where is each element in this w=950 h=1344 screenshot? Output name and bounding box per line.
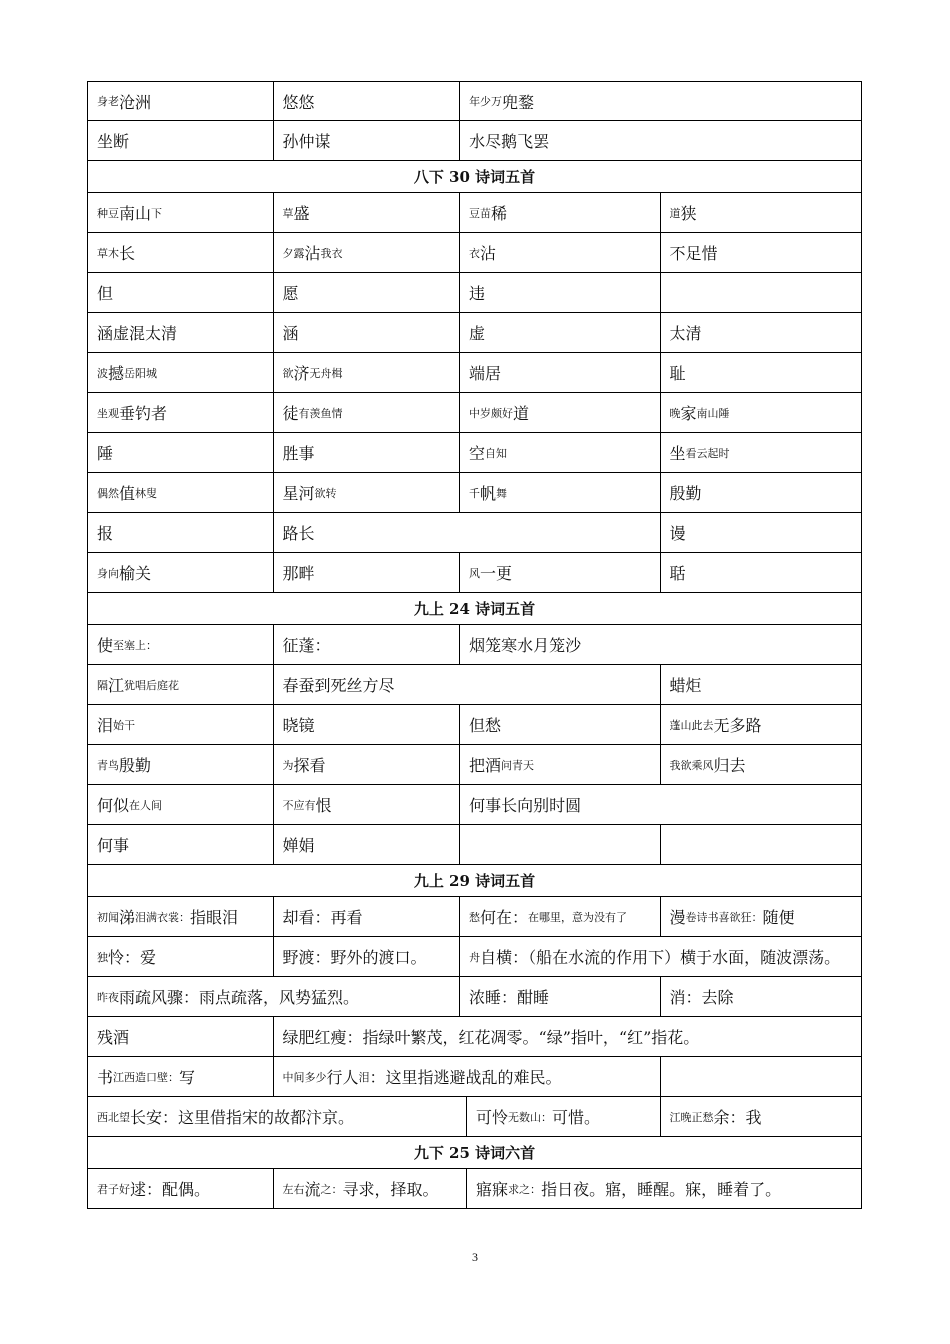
table-cell <box>460 273 660 312</box>
cell-term-text: 涵虚混太清 <box>97 324 178 343</box>
table-cell <box>460 233 660 272</box>
cell-context-text: 西北望 <box>97 1110 130 1124</box>
table-cell <box>88 473 274 512</box>
table-cell <box>274 1057 661 1096</box>
table-cell <box>274 313 461 352</box>
cell-term-text: 蜡炬 <box>669 676 702 695</box>
cell-context-text: 独 <box>97 950 108 964</box>
cell-term-text: 不足惜 <box>669 244 718 263</box>
cell-term-text: 寻求，择取。 <box>342 1180 439 1199</box>
cell-term-text: 余：我 <box>713 1108 762 1127</box>
table-row <box>87 553 862 593</box>
cell-term-text: 指日夜。寤，睡醒。寐，睡着了。 <box>541 1180 782 1199</box>
cell-context-text: 波 <box>97 366 108 380</box>
cell-context-text: 草木 <box>97 246 119 260</box>
table-cell <box>88 937 274 976</box>
cell-context-text: 身老 <box>97 95 119 108</box>
cell-context-text: 卷诗书喜欲狂： <box>685 910 763 924</box>
table-row <box>87 1017 862 1057</box>
table-cell <box>88 121 274 160</box>
table-row <box>87 785 862 825</box>
table-cell <box>661 553 861 592</box>
table-cell <box>661 313 861 352</box>
cell-term-text: 探看 <box>293 756 326 775</box>
table-cell <box>661 745 861 784</box>
cell-term-text: 指眼泪 <box>190 908 239 927</box>
cell-term-text: 胜事 <box>282 444 315 463</box>
cell-context-text: 欲 <box>282 366 294 380</box>
cell-term-text: 报 <box>97 524 114 543</box>
cell-context-text: 身向 <box>97 566 119 580</box>
table-cell <box>661 353 861 392</box>
cell-context-text: 始干 <box>113 718 136 732</box>
cell-term-text: 垂钓者 <box>119 404 168 423</box>
cell-term-text: 把酒 <box>469 756 502 775</box>
table-cell <box>460 393 660 432</box>
table-cell <box>88 825 274 864</box>
table-cell <box>88 705 274 744</box>
table-cell <box>88 977 460 1016</box>
cell-term-text: 虚 <box>469 324 486 343</box>
table-cell <box>88 1097 467 1136</box>
cell-term-text: 流 <box>304 1180 321 1199</box>
cell-context-text: 左右 <box>282 1182 305 1196</box>
cell-context-text: 泪满衣裳： <box>135 910 191 924</box>
table-cell <box>88 553 274 592</box>
cell-term-text: 可怜 <box>476 1108 509 1127</box>
table-row <box>87 193 862 233</box>
table-cell <box>460 705 660 744</box>
cell-term-text: 泪 <box>97 716 114 735</box>
table-cell <box>274 705 461 744</box>
table-row <box>87 1097 862 1137</box>
cell-term-text: 那畔 <box>282 564 315 583</box>
table-cell <box>460 825 660 864</box>
table-cell <box>274 233 461 272</box>
table-cell <box>88 897 274 936</box>
cell-term-text: 春蚕到死丝方尽 <box>282 676 395 695</box>
cell-context-text: 偶然 <box>97 486 119 500</box>
cell-term-text: 浓睡：酣睡 <box>469 988 550 1007</box>
table-row <box>87 393 862 433</box>
cell-context-text: 泪 <box>358 1070 370 1084</box>
cell-context-text: 在哪里，意为没有了 <box>528 910 628 924</box>
cell-term-text: 何事 <box>97 836 130 855</box>
cell-context-text: 初闻 <box>97 910 119 924</box>
cell-context-text: 蓬山此去 <box>669 718 714 732</box>
table-cell <box>661 825 861 864</box>
cell-context-text: 我欲乘风 <box>669 758 714 772</box>
table-cell <box>274 625 461 664</box>
cell-context-text: 下 <box>151 206 163 220</box>
cell-context-text: 坐观 <box>97 406 119 420</box>
table-cell <box>460 82 861 120</box>
table-cell <box>460 193 660 232</box>
cell-term-text: 值 <box>119 484 136 503</box>
table-cell <box>661 193 861 232</box>
cell-term-text: 陲 <box>97 444 114 463</box>
table-cell <box>661 233 861 272</box>
cell-context-text: 之： <box>320 1182 343 1196</box>
cell-term-text: 坐 <box>669 444 686 463</box>
cell-term-text: 恨 <box>315 796 332 815</box>
table-row <box>87 353 862 393</box>
cell-term-text: 太清 <box>669 324 702 343</box>
table-cell <box>661 513 861 552</box>
table-cell <box>661 1057 861 1096</box>
table-cell <box>661 897 861 936</box>
table-cell <box>460 785 861 824</box>
cell-context-text: 豆苗 <box>469 206 492 220</box>
table-cell <box>88 193 274 232</box>
table-cell <box>88 1057 274 1096</box>
cell-context-text: 求之： <box>508 1182 542 1196</box>
cell-context-text: 千 <box>469 486 481 500</box>
table-row <box>87 825 862 865</box>
cell-term-text: 沧洲 <box>119 92 152 112</box>
table-cell <box>274 353 461 392</box>
table-cell <box>460 313 660 352</box>
cell-context-text: 君子好 <box>97 1182 130 1196</box>
cell-term-text: 残酒 <box>97 1028 130 1047</box>
table-row <box>87 313 862 353</box>
table-cell <box>467 1097 661 1136</box>
cell-term-text: 涵 <box>282 324 299 343</box>
table-cell <box>88 625 274 664</box>
cell-term-text: 何事长向别时圆 <box>469 796 582 815</box>
cell-term-text: 雨疏风骤：雨点疏落，风势猛烈。 <box>119 988 360 1007</box>
cell-term-text: 沾 <box>304 244 321 263</box>
cell-context-text: 不应有 <box>282 798 316 812</box>
cell-context-text: 舟 <box>469 950 481 964</box>
cell-term-text: 违 <box>469 284 486 303</box>
table-cell <box>460 121 861 160</box>
table-cell <box>460 353 660 392</box>
table-cell <box>661 393 861 432</box>
cell-term-text: 野渡：野外的渡口。 <box>282 948 427 967</box>
cell-term-text: 无多路 <box>713 716 762 735</box>
table-cell <box>274 897 461 936</box>
cell-context-text: 愁 <box>469 910 481 924</box>
table-cell <box>88 513 274 552</box>
cell-term-text: 空 <box>469 444 486 463</box>
cell-term-text: 殷勤 <box>119 756 152 775</box>
cell-term-text: 榆关 <box>119 564 152 583</box>
cell-term-text: 悠悠 <box>282 92 315 112</box>
cell-context-text: 种豆 <box>97 206 119 220</box>
cell-term-text: 书 <box>97 1068 114 1087</box>
table-cell <box>274 433 461 472</box>
cell-term-text: 但愁 <box>469 716 502 735</box>
table-cell <box>460 937 861 976</box>
cell-context-text: 问青天 <box>501 758 535 772</box>
table-cell <box>88 353 274 392</box>
cell-term-text: 端居 <box>469 364 502 383</box>
table-cell <box>274 553 461 592</box>
cell-term-text: 长 <box>119 244 136 263</box>
cell-context-text: 有羡鱼情 <box>298 406 343 420</box>
section-heading: 九下 25 诗词六首 <box>87 1137 862 1169</box>
table-cell <box>274 745 461 784</box>
cell-term-text: 盛 <box>293 204 310 223</box>
cell-term-text: 帆 <box>480 484 497 503</box>
table-cell <box>460 977 661 1016</box>
cell-term-text: 一更 <box>480 564 513 583</box>
cell-term-text: 征蓬： <box>282 636 331 655</box>
table-cell <box>88 393 274 432</box>
cell-term-text: 谩 <box>669 524 686 543</box>
table-cell <box>460 745 660 784</box>
table-cell <box>460 553 660 592</box>
cell-context-text: 欲转 <box>314 486 337 500</box>
cell-term-text: 长安：这里借指宋的故都汴京。 <box>130 1108 355 1127</box>
table-cell <box>274 825 461 864</box>
table-cell <box>88 313 274 352</box>
table-cell <box>88 273 274 312</box>
cell-term-text: 徒 <box>282 404 299 423</box>
table-cell <box>274 513 661 552</box>
cell-term-text: 写 <box>179 1068 196 1087</box>
cell-term-text: 涕 <box>119 908 136 927</box>
table-cell <box>274 393 461 432</box>
table-cell <box>661 473 861 512</box>
table-row <box>87 937 862 977</box>
table-cell <box>460 897 660 936</box>
cell-context-text: 岳阳城 <box>124 366 158 380</box>
cell-term-text: 漫 <box>669 908 686 927</box>
cell-context-text: 中岁颇好 <box>469 406 514 420</box>
cell-term-text: 逑：配偶。 <box>130 1180 211 1199</box>
cell-context-text: 自知 <box>485 446 508 460</box>
table-cell <box>274 1169 468 1208</box>
cell-term-text: 可惜。 <box>552 1108 601 1127</box>
cell-term-text: 殷勤 <box>669 484 702 503</box>
table-row <box>87 977 862 1017</box>
table-row <box>87 625 862 665</box>
table-cell <box>88 1017 274 1056</box>
cell-context-text: 昨夜 <box>97 990 119 1004</box>
cell-term-text: 何似 <box>97 796 130 815</box>
cell-term-text: 但 <box>97 284 114 303</box>
table-cell <box>661 705 861 744</box>
cell-context-text: 晚 <box>669 406 681 420</box>
cell-term-text: ：这里指逃避战乱的难民。 <box>369 1068 562 1087</box>
cell-context-text: 隔 <box>97 678 108 692</box>
table-cell <box>88 433 274 472</box>
table-cell <box>661 433 861 472</box>
cell-context-text: 江晚正愁 <box>669 1110 714 1124</box>
cell-term-text: 归去 <box>713 756 746 775</box>
table-cell <box>88 745 274 784</box>
cell-term-text: 星河 <box>282 484 315 503</box>
table-cell <box>88 1169 274 1208</box>
cell-context-text: 南山陲 <box>696 406 730 420</box>
cell-term-text: 道 <box>513 404 530 423</box>
table-cell <box>88 785 274 824</box>
cell-term-text: 济 <box>293 364 310 383</box>
cell-term-text: 随便 <box>762 908 795 927</box>
vocabulary-table <box>87 81 862 1209</box>
cell-term-text: 沾 <box>480 244 497 263</box>
cell-context-text: 舞 <box>496 486 508 500</box>
cell-term-text: 怜：爱 <box>108 948 157 967</box>
table-cell <box>274 273 461 312</box>
cell-context-text: 中间多少 <box>282 1070 327 1084</box>
table-cell <box>460 625 861 664</box>
cell-context-text: 江西造口壁： <box>113 1070 180 1084</box>
table-cell <box>460 473 660 512</box>
cell-term-text: 却看：再看 <box>282 908 363 927</box>
cell-term-text: 婵娟 <box>282 836 315 855</box>
cell-context-text: 我衣 <box>320 246 343 260</box>
cell-term-text: 耻 <box>669 364 686 383</box>
table-row <box>87 233 862 273</box>
table-row <box>87 1057 862 1097</box>
cell-context-text: 林叟 <box>135 486 158 500</box>
table-row <box>87 705 862 745</box>
table-cell <box>88 82 274 120</box>
cell-context-text: 道 <box>669 206 681 220</box>
cell-context-text: 夕露 <box>282 246 305 260</box>
table-cell <box>274 665 661 704</box>
table-row <box>87 665 862 705</box>
cell-term-text: 愿 <box>282 284 299 303</box>
table-row <box>87 513 862 553</box>
cell-context-text: 犹唱后庭花 <box>124 678 180 692</box>
table-row <box>87 1169 862 1209</box>
table-row <box>87 273 862 313</box>
table-cell <box>661 977 861 1016</box>
section-heading: 八下 30 诗词五首 <box>87 161 862 193</box>
table-cell <box>274 193 461 232</box>
table-row <box>87 121 862 161</box>
cell-term-text: 寤寐 <box>476 1180 509 1199</box>
cell-context-text: 无舟楫 <box>309 366 343 380</box>
table-cell <box>274 937 461 976</box>
section-heading: 九上 24 诗词五首 <box>87 593 862 625</box>
cell-term-text: 行人 <box>326 1068 359 1087</box>
table-row <box>87 897 862 937</box>
table-row <box>87 745 862 785</box>
table-cell <box>274 785 461 824</box>
cell-term-text: 撼 <box>108 364 125 383</box>
table-cell <box>274 121 461 160</box>
table-cell <box>467 1169 861 1208</box>
cell-context-text: 年少万 <box>469 95 503 108</box>
cell-context-text: 草 <box>282 206 294 220</box>
table-cell <box>274 1017 861 1056</box>
table-row <box>87 473 862 513</box>
page-number: 3 <box>472 1250 478 1264</box>
cell-context-text: 青鸟 <box>97 758 119 772</box>
cell-context-text: 至塞上： <box>113 638 158 652</box>
cell-term-text: 坐断 <box>97 132 130 151</box>
cell-context-text: 无数山： <box>508 1110 553 1124</box>
cell-term-text: 南山 <box>119 204 152 223</box>
cell-context-text: 衣 <box>469 246 481 260</box>
table-cell <box>460 433 660 472</box>
table-cell <box>274 82 461 120</box>
cell-term-text: 烟笼寒水月笼沙 <box>469 636 582 655</box>
cell-term-text: 家 <box>680 404 697 423</box>
table-row <box>87 81 862 121</box>
cell-term-text: 兜鍪 <box>502 92 535 112</box>
cell-term-text: 江 <box>108 676 125 695</box>
cell-term-text: 水尽鹅飞罢 <box>469 132 550 151</box>
cell-term-text: 稀 <box>491 204 508 223</box>
cell-context-text: 风 <box>469 566 481 580</box>
cell-term-text: 何在： <box>480 908 529 927</box>
table-cell <box>88 665 274 704</box>
cell-context-text: 为 <box>282 758 294 772</box>
cell-term-text: 使 <box>97 636 114 655</box>
cell-term-text: 绿肥红瘦：指绿叶繁茂，红花凋零。“绿”指叶，“红”指花。 <box>282 1028 700 1047</box>
cell-term-text: 自横：（船在水流的作用下）横于水面，随波漂荡。 <box>480 948 841 967</box>
section-heading: 九上 29 诗词五首 <box>87 865 862 897</box>
cell-term-text: 孙仲谋 <box>282 132 331 151</box>
cell-term-text: 消：去除 <box>669 988 734 1007</box>
cell-context-text: 在人间 <box>129 798 163 812</box>
cell-term-text: 聒 <box>669 564 686 583</box>
table-cell <box>274 473 461 512</box>
cell-term-text: 晓镜 <box>282 716 315 735</box>
cell-term-text: 路长 <box>282 524 315 543</box>
cell-context-text: 看云起时 <box>685 446 730 460</box>
table-cell <box>661 273 861 312</box>
table-row <box>87 433 862 473</box>
cell-term-text: 狭 <box>680 204 697 223</box>
table-cell <box>661 665 861 704</box>
table-cell <box>661 1097 861 1136</box>
table-cell <box>88 233 274 272</box>
